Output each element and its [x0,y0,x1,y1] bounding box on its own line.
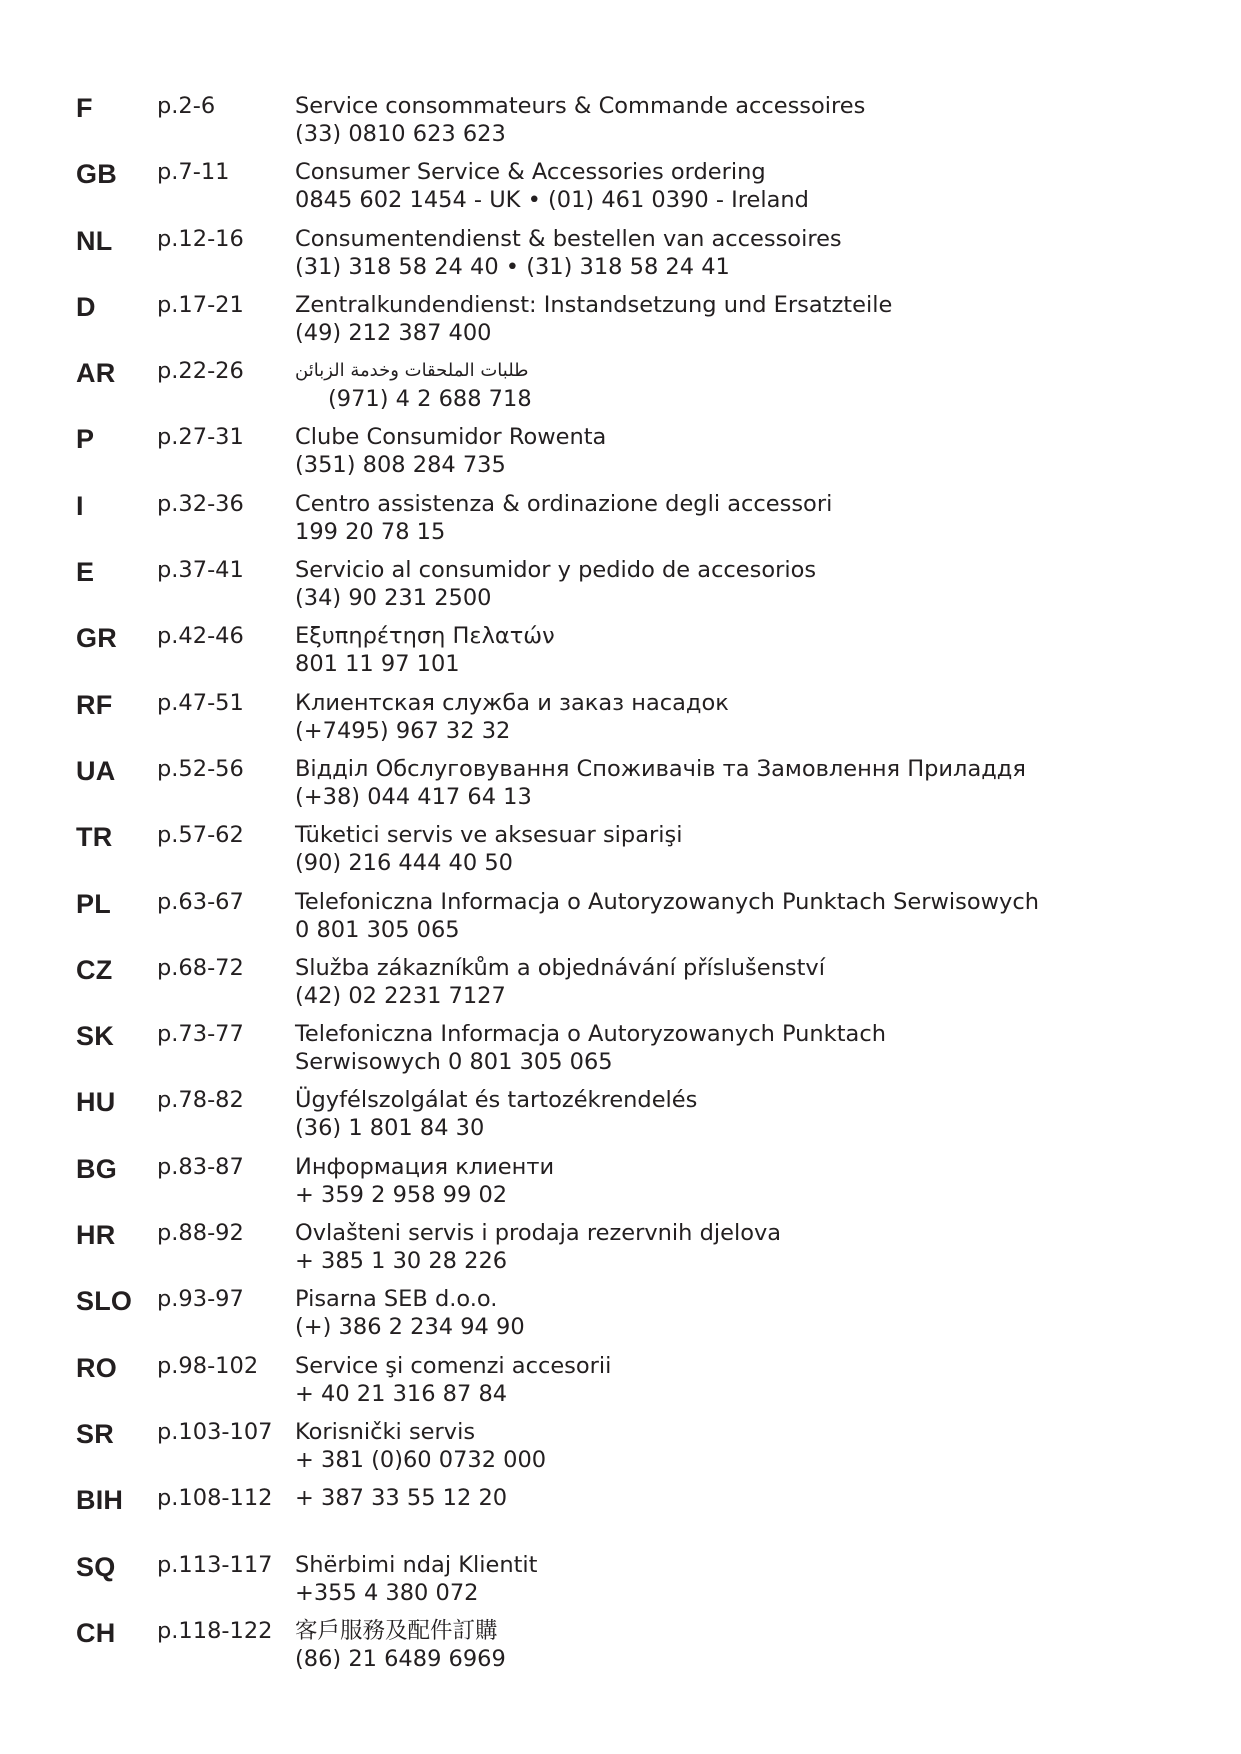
phone-number: (971) 4 2 688 718 [328,386,532,413]
contact-text [295,1153,1155,1209]
contact-text [295,1020,1155,1076]
contact-text [295,1551,1155,1607]
phone-number: (+) 386 2 234 94 90 [295,1314,525,1341]
phone-number: 0 801 305 065 [295,916,460,943]
page-range: p.88-92 [157,1220,244,1247]
country-code: PL [76,888,111,919]
service-title: Služba zákazníkům a objednávání příslušenství [295,954,825,981]
page-range: p.7-11 [157,159,230,186]
contact-text [295,1285,1155,1341]
service-title: Clube Consumidor Rowenta [295,424,607,451]
contact-text [295,1086,1155,1142]
country-code: RO [76,1352,117,1383]
list-item [76,689,1156,755]
list-item [76,1219,1156,1285]
contact-text [295,158,1155,214]
contact-text [295,755,1155,811]
list-item [76,821,1156,887]
country-code: TR [76,822,113,853]
service-title: Информация клиенти [295,1153,555,1180]
phone-number: + 40 21 316 87 84 [295,1380,508,1407]
page-range: p.83-87 [157,1153,244,1180]
service-title: Servicio al consumidor y pedido de accesorios [295,557,817,584]
contact-text [295,888,1155,944]
list-item [76,1617,1156,1683]
country-code: BG [76,1153,117,1184]
page-range: p.118-122 [157,1617,273,1644]
phone-number: + 381 (0)60 0732 000 [295,1446,547,1473]
phone-number: (31) 318 58 24 40 • (31) 318 58 24 41 [295,253,730,280]
contact-text [295,490,1155,546]
contact-text [295,357,1155,413]
contact-text [295,423,1155,479]
country-code: HR [76,1220,116,1251]
phone-number: Serwisowych 0 801 305 065 [295,1049,613,1076]
phone-number: 801 11 97 101 [295,651,460,678]
service-title: Tüketici servis ve aksesuar siparişi [295,822,683,849]
country-code: AR [76,358,116,389]
list-item [76,92,1156,158]
page-range: p.63-67 [157,888,244,915]
country-code: SR [76,1418,114,1449]
phone-number: (33) 0810 623 623 [295,121,506,147]
list-item [76,755,1156,821]
country-code: F [76,93,93,123]
country-code: NL [76,225,113,256]
contact-text [295,689,1155,745]
service-title: Service consommateurs & Commande accessoires [295,93,866,119]
country-code: SLO [76,1286,133,1317]
service-title: Zentralkundendienst: Instandsetzung und Ersatzteile [295,291,893,318]
page-range: p.22-26 [157,358,244,385]
service-title: Korisnički servis [295,1418,476,1445]
service-title: Consumer Service & Accessories ordering [295,159,766,186]
phone-number: + 385 1 30 28 226 [295,1248,508,1275]
page-range: p.113-117 [157,1551,273,1578]
service-title: Відділ Обслуговування Споживачів та Замовлення Приладдя [295,755,1026,782]
list-item [76,357,1156,423]
page-range: p.52-56 [157,755,244,782]
phone-number: + 387 33 55 12 20 [295,1485,508,1512]
page-range: p.108-112 [157,1485,273,1512]
service-title: Telefoniczna Informacja o Autoryzowanych Punktach Serwisowych [295,888,1039,915]
contact-text [295,1418,1155,1474]
list-item [76,1020,1156,1086]
service-title: Клиентская служба и заказ насадок [295,689,729,716]
service-title: Pisarna SEB d.o.o. [295,1286,498,1313]
phone-number: (86) 21 6489 6969 [295,1645,506,1672]
phone-number: (+38) 044 417 64 13 [295,783,532,810]
phone-number: (49) 212 387 400 [295,319,492,346]
list-item [76,158,1156,224]
country-code: GB [76,159,117,190]
country-code: I [76,490,84,521]
page-range: p.2-6 [157,93,216,119]
service-title: Ügyfélszolgálat és tartozékrendelés [295,1087,698,1114]
page-range: p.42-46 [157,623,244,650]
list-item [76,291,1156,357]
contact-text [295,954,1155,1010]
list-item [76,556,1156,622]
country-code: SQ [76,1551,116,1582]
country-code: E [76,557,95,588]
page-range: p.98-102 [157,1352,259,1379]
service-title: Telefoniczna Informacja o Autoryzowanych Punktach [295,1021,886,1048]
page-range: p.47-51 [157,689,244,716]
list-item [76,1285,1156,1351]
page-range: p.73-77 [157,1021,244,1048]
list-item [76,1484,1156,1550]
phone-number: (36) 1 801 84 30 [295,1115,485,1142]
page-range: p.17-21 [157,291,244,318]
service-title: 客戶服務及配件訂購 [295,1617,498,1644]
page-range: p.27-31 [157,424,244,451]
contact-text [295,291,1155,347]
list-item [76,1551,1156,1617]
service-title: Service şi comenzi accesorii [295,1352,612,1379]
country-code: RF [76,689,113,720]
service-title: طلبات الملحقات وخدمة الزبائن [295,360,529,382]
contact-text [295,1219,1155,1275]
page-range: p.103-107 [157,1418,273,1445]
page-range: p.37-41 [157,557,244,584]
country-code: UA [76,755,116,786]
phone-number: 199 20 78 15 [295,518,446,545]
page-range: p.12-16 [157,225,244,252]
contact-text [295,622,1155,678]
country-code: D [76,291,96,322]
service-title: Consumentendienst & bestellen van accessoires [295,225,842,252]
phone-number: (+7495) 967 32 32 [295,717,511,744]
phone-number: 0845 602 1454 - UK • (01) 461 0390 - Ireland [295,187,809,214]
service-title: Centro assistenza & ordinazione degli accessori [295,490,833,517]
list-item [76,622,1156,688]
list-item [76,888,1156,954]
list-item [76,225,1156,291]
list-item [76,954,1156,1020]
country-code: BIH [76,1485,124,1516]
phone-number: (42) 02 2231 7127 [295,982,506,1009]
list-item [76,1418,1156,1484]
contact-text [295,1484,1155,1512]
list-item [76,490,1156,556]
page-range: p.78-82 [157,1087,244,1114]
country-code: CZ [76,954,113,985]
phone-number: (34) 90 231 2500 [295,585,492,612]
list-item [76,1153,1156,1219]
phone-number: (351) 808 284 735 [295,452,506,479]
country-code: GR [76,623,117,654]
country-code: CH [76,1617,116,1648]
phone-number: +355 4 380 072 [295,1579,479,1606]
country-code: SK [76,1021,114,1052]
service-title: Shërbimi ndaj Klientit [295,1551,538,1578]
contact-text [295,225,1155,281]
page-range: p.68-72 [157,954,244,981]
page-range: p.93-97 [157,1286,244,1313]
contact-text [295,1617,1155,1673]
country-code: HU [76,1087,116,1118]
country-code: P [76,424,95,455]
list-item [76,1086,1156,1152]
page-range: p.32-36 [157,490,244,517]
contact-text [295,556,1155,612]
list-item [76,1352,1156,1418]
contact-text [295,1352,1155,1408]
list-item [76,423,1156,489]
contact-list [76,92,1156,1683]
contact-text [295,92,1155,148]
page-range: p.57-62 [157,822,244,849]
phone-number: (90) 216 444 40 50 [295,850,513,877]
service-title: Εξυπηρέτηση Πελατών [295,623,555,650]
service-title: Ovlašteni servis i prodaja rezervnih djelova [295,1220,782,1247]
contact-text [295,821,1155,877]
phone-number: + 359 2 958 99 02 [295,1181,508,1208]
